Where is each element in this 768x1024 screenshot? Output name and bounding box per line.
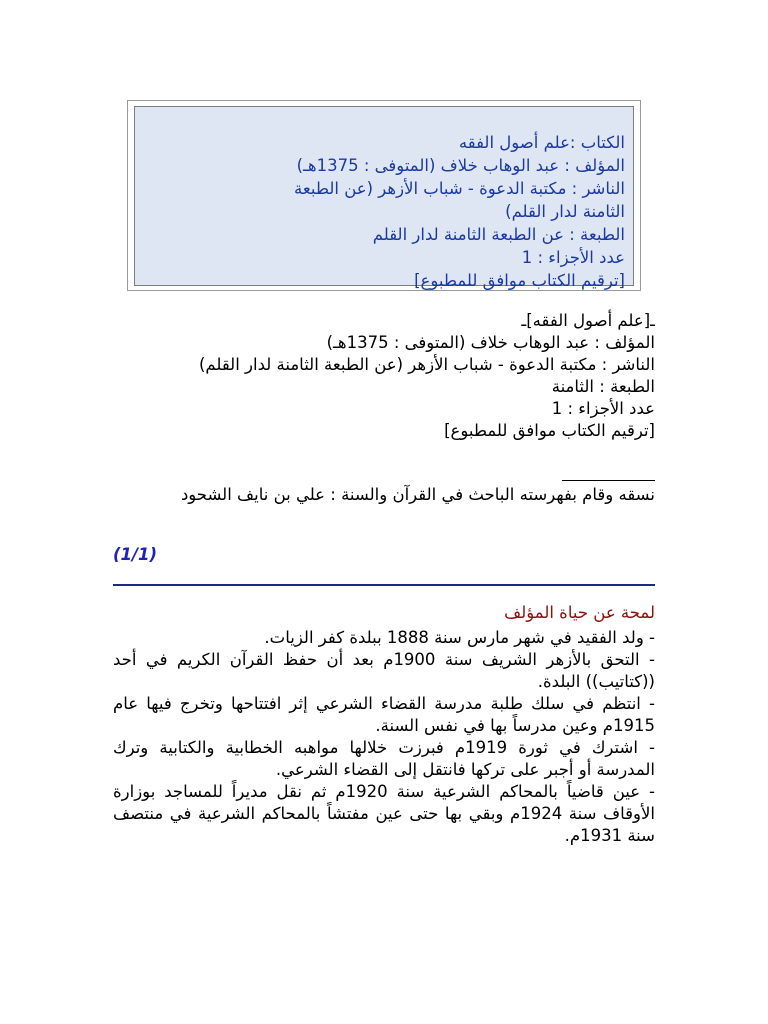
bio-paragraph: - انتظم في سلك طلبة مدرسة القضاء الشرعي إثر افتتاحها وتخرج فيها عام 1915م وعين مدرساً بها في نفس السنة.: [113, 694, 655, 735]
bio-paragraph: - ولد الفقيد في شهر مارس سنة 1888 ببلدة كفر الزيات.: [264, 628, 655, 647]
info-line-edition: الطبعة : عن الطبعة الثامنة لدار القلم: [372, 225, 625, 244]
credit-note: نسقه وقام بفهرسته الباحث في القرآن والسنة : علي بن نايف الشحود: [180, 485, 655, 504]
info-line-book: الكتاب :علم أصول الفقه: [458, 133, 625, 152]
book-publisher: الناشر : مكتبة الدعوة - شباب الأزهر (عن الطبعة الثامنة لدار القلم): [198, 355, 655, 374]
page-reference: (1/1): [113, 545, 158, 564]
book-numbering: [ترقيم الكتاب موافق للمطبوع]: [444, 421, 655, 440]
bio-paragraph: - التحق بالأزهر الشريف سنة 1900م بعد أن حفظ القرآن الكريم في أحد ((كتاتيب)) البلدة.: [113, 650, 655, 691]
book-title: ـ[علم أصول الفقه]ـ: [521, 311, 655, 330]
bio-heading: لمحة عن حياة المؤلف: [504, 603, 655, 622]
info-line-publisher: الناشر : مكتبة الدعوة - شباب الأزهر (عن الطبعة: [294, 179, 625, 198]
info-line-numbering: [ترقيم الكتاب موافق للمطبوع]: [414, 271, 625, 290]
bio-body: [113, 627, 655, 847]
book-metadata: [113, 310, 655, 442]
info-line-parts: عدد الأجزاء : 1: [521, 248, 625, 267]
info-line-author: المؤلف : عبد الوهاب خلاف (المتوفى : 1375هـ): [296, 156, 625, 175]
bio-paragraph: - عين قاضياً بالمحاكم الشرعية سنة 1920م ثم نقل مديراً للمساجد بوزارة الأوقاف سنة 1924م وبقي بها حتى عين مفتشاً بالمحاكم الشرعية في منتصف سنة 1931م.: [113, 782, 655, 845]
bio-paragraph: - اشترك في ثورة 1919م فبرزت خلالها مواهبه الخطابية والكتابية وترك المدرسة أو أجبر على تركها فانتقل إلى القضاء الشرعي.: [113, 738, 655, 779]
info-line-publisher-cont: الثامنة لدار القلم): [505, 202, 625, 221]
section-divider: [113, 584, 655, 586]
book-author: المؤلف : عبد الوهاب خلاف (المتوفى : 1375هـ): [326, 333, 655, 352]
book-parts: عدد الأجزاء : 1: [551, 399, 655, 418]
book-info-box: [134, 106, 634, 290]
footnote-divider: [562, 480, 655, 481]
book-edition: الطبعة : الثامنة: [551, 377, 655, 396]
